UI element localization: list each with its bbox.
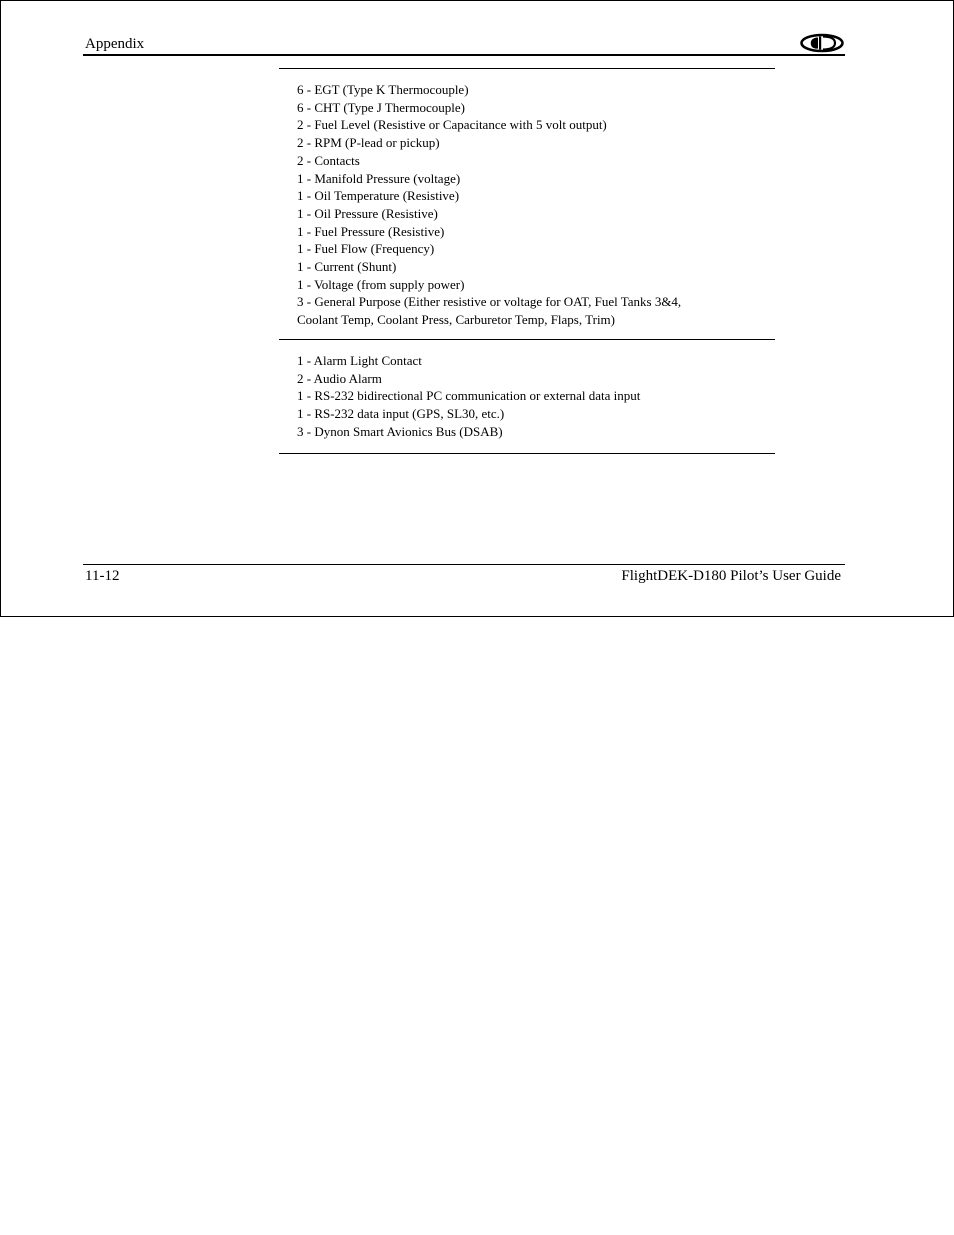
list-item: 1 - Alarm Light Contact xyxy=(297,353,422,368)
list-item: 3 - Dynon Smart Avionics Bus (DSAB) xyxy=(297,423,503,439)
list-item: 2 - RPM (P-lead or pickup) xyxy=(297,135,440,151)
list-item: 2 - Audio Alarm xyxy=(297,370,382,386)
list-item: 1 - Fuel Pressure (Resistive) xyxy=(297,223,445,239)
document-page xyxy=(0,0,954,617)
list-item: 6 - CHT (Type J Thermocouple) xyxy=(297,99,465,115)
list-item: Coolant Temp, Coolant Press, Carburetor Temp, Flaps, Trim) xyxy=(297,312,615,328)
list-item: 2 - Contacts xyxy=(297,152,360,168)
list-item: 6 - EGT (Type K Thermocouple) xyxy=(297,82,469,97)
dynon-logo-icon xyxy=(800,33,844,53)
list-item: 1 - Oil Pressure (Resistive) xyxy=(297,205,438,221)
list-item: 1 - Oil Temperature (Resistive) xyxy=(297,188,460,204)
outputs-list xyxy=(279,339,775,454)
list-item: 3 - General Purpose (Either resistive or voltage for OAT, Fuel Tanks 3&4, xyxy=(297,294,682,310)
list-item: 2 - Fuel Level (Resistive or Capacitance with 5 volt output) xyxy=(297,117,607,133)
list-item: 1 - Fuel Flow (Frequency) xyxy=(297,241,435,257)
guide-title: FlightDEK-D180 Pilot’s User Guide xyxy=(621,568,841,584)
page-number: 11-12 xyxy=(85,568,120,584)
footer-divider xyxy=(83,564,845,565)
list-item: 1 - Current (Shunt) xyxy=(297,259,397,275)
header-section-title: Appendix xyxy=(85,36,145,52)
inputs-list xyxy=(279,68,775,340)
list-item: 1 - Manifold Pressure (voltage) xyxy=(297,170,461,186)
list-item: 1 - RS-232 data input (GPS, SL30, etc.) xyxy=(297,406,505,422)
list-item: 1 - Voltage (from supply power) xyxy=(297,276,465,292)
header-divider xyxy=(83,54,845,56)
list-item: 1 - RS-232 bidirectional PC communication or external data input xyxy=(297,388,641,404)
